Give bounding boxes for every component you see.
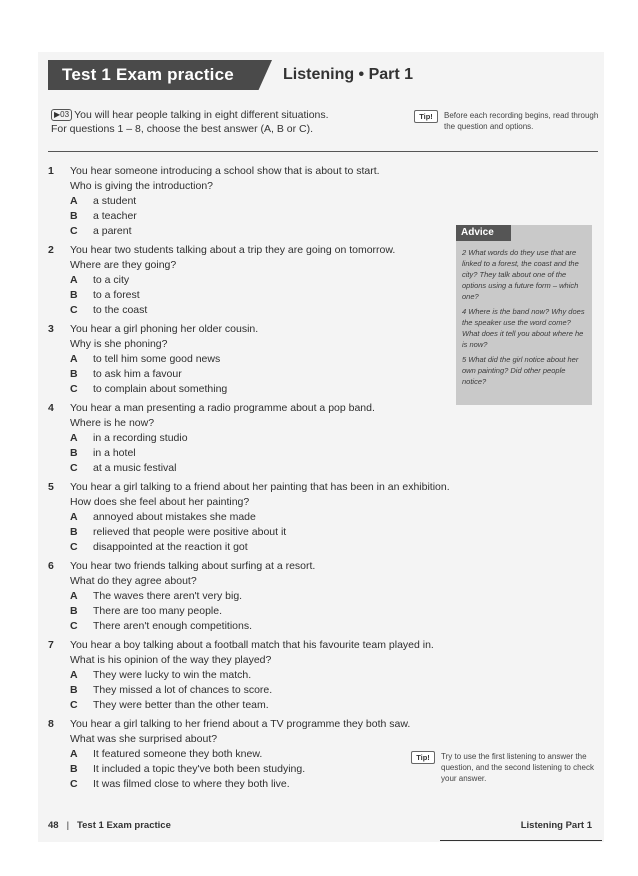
question-stem: Why is she phoning? <box>70 338 168 350</box>
answer-option[interactable] <box>48 288 468 303</box>
advice-box <box>456 225 592 405</box>
option-text: to complain about something <box>93 383 228 395</box>
question-number: 7 <box>48 639 54 651</box>
question-stem-row <box>48 164 468 179</box>
question-stem-row <box>48 638 468 653</box>
option-letter: C <box>70 225 78 237</box>
instructions-line-1: You will hear people talking in eight different situations. <box>74 109 329 121</box>
advice-body <box>462 247 588 391</box>
option-letter: C <box>70 541 78 553</box>
option-text: The waves there aren't very big. <box>93 590 243 602</box>
answer-option[interactable] <box>48 303 468 318</box>
question-stem-row <box>48 717 468 732</box>
tip-tag: Tip! <box>411 751 435 764</box>
question-stem: Where is he now? <box>70 417 155 429</box>
option-letter: A <box>70 274 78 286</box>
option-letter: A <box>70 353 78 365</box>
option-text: It was filmed close to where they both live. <box>93 778 290 790</box>
question-stem: You hear someone introducing a school show that is about to start. <box>70 165 380 177</box>
option-letter: B <box>70 763 78 775</box>
option-letter: B <box>70 605 78 617</box>
option-letter: A <box>70 748 78 760</box>
question-stem-row <box>48 322 468 337</box>
option-text: They were better than the other team. <box>93 699 269 711</box>
option-text: disappointed at the reaction it got <box>93 541 248 553</box>
answer-option[interactable] <box>48 698 468 713</box>
question-number: 8 <box>48 718 54 730</box>
option-text: at a music festival <box>93 462 177 474</box>
question-stem-row <box>48 559 468 574</box>
divider <box>48 151 598 152</box>
question-stem: You hear two friends talking about surfing at a resort. <box>70 560 316 572</box>
tip-tag: Tip! <box>414 110 438 123</box>
answer-option[interactable] <box>48 589 468 604</box>
option-text: to ask him a favour <box>93 368 182 380</box>
option-text: to a city <box>93 274 130 286</box>
section-title: Listening • Part 1 <box>283 66 414 83</box>
option-letter: A <box>70 511 78 523</box>
option-letter: B <box>70 210 78 222</box>
question-stem: You hear a girl talking to her friend about a TV programme they both saw. <box>70 718 411 730</box>
question-stem: You hear two students talking about a trip they are going on tomorrow. <box>70 244 396 256</box>
option-letter: A <box>70 432 78 444</box>
footer-label: Test 1 Exam practice <box>77 820 171 831</box>
option-text: It featured someone they both knew. <box>93 748 263 760</box>
question-number: 5 <box>48 481 54 493</box>
answer-option[interactable] <box>48 525 468 540</box>
answer-option[interactable] <box>48 194 468 209</box>
answer-option[interactable] <box>48 367 468 382</box>
option-text: to a forest <box>93 289 140 301</box>
instructions-line-2: For questions 1 – 8, choose the best answer (A, B or C). <box>51 123 314 135</box>
question-stem-row <box>48 495 468 510</box>
question-number: 4 <box>48 402 54 414</box>
question-number: 3 <box>48 323 54 335</box>
question-5 <box>48 480 468 555</box>
option-text: There aren't enough competitions. <box>93 620 253 632</box>
answer-option[interactable] <box>48 762 468 777</box>
option-letter: C <box>70 620 78 632</box>
option-text: They were lucky to win the match. <box>93 669 252 681</box>
option-letter: A <box>70 669 78 681</box>
question-6 <box>48 559 468 634</box>
option-text: a student <box>93 195 137 207</box>
question-stem-row <box>48 416 468 431</box>
question-stem: What do they agree about? <box>70 575 197 587</box>
option-letter: B <box>70 447 78 459</box>
answer-option[interactable] <box>48 446 468 461</box>
option-letter: C <box>70 699 78 711</box>
answer-option[interactable] <box>48 209 468 224</box>
answer-option[interactable] <box>48 540 468 555</box>
question-stem: You hear a boy talking about a football match that his favourite team played in. <box>70 639 434 651</box>
option-text: in a hotel <box>93 447 136 459</box>
question-1 <box>48 164 468 239</box>
question-stem: How does she feel about her painting? <box>70 496 250 508</box>
option-text: It included a topic they've both been studying. <box>93 763 306 775</box>
answer-option[interactable] <box>48 461 468 476</box>
option-letter: B <box>70 684 78 696</box>
advice-item: 4 Where is the band now? Why does the speaker use the word come? What does it tell you about where he is now? <box>462 307 585 349</box>
question-stem-row <box>48 258 468 273</box>
option-letter: C <box>70 462 78 474</box>
advice-heading: Advice <box>456 225 511 241</box>
option-text: relieved that people were positive about it <box>93 526 287 538</box>
question-stem: You hear a man presenting a radio programme about a pop band. <box>70 402 375 414</box>
option-text: There are too many people. <box>93 605 222 617</box>
option-text: a teacher <box>93 210 137 222</box>
option-text: to tell him some good news <box>93 353 221 365</box>
answer-option[interactable] <box>48 668 468 683</box>
answer-option[interactable] <box>48 683 468 698</box>
option-letter: A <box>70 195 78 207</box>
answer-option[interactable] <box>48 777 468 792</box>
question-stem-row <box>48 243 468 258</box>
option-text: in a recording studio <box>93 432 188 444</box>
question-number: 6 <box>48 560 54 572</box>
advice-item: 2 What words do they use that are linked to a forest, the coast and the city? They talk about one of the options using a future form – which one? <box>462 248 579 301</box>
answer-option[interactable] <box>48 224 468 239</box>
answer-option[interactable] <box>48 747 468 762</box>
question-number: 1 <box>48 165 54 177</box>
option-letter: B <box>70 368 78 380</box>
answer-option[interactable] <box>48 273 468 288</box>
option-text: to the coast <box>93 304 148 316</box>
question-stem-row <box>48 337 468 352</box>
audio-track-icon: ▶03 <box>51 109 72 121</box>
answer-option[interactable] <box>48 619 468 634</box>
option-text: They missed a lot of chances to score. <box>93 684 273 696</box>
question-stem-row <box>48 179 468 194</box>
question-number: 2 <box>48 244 54 256</box>
option-letter: C <box>70 778 78 790</box>
option-letter: C <box>70 304 78 316</box>
instructions <box>51 108 329 136</box>
tip-text: Before each recording begins, read through the question and options. <box>444 111 599 131</box>
option-text: annoyed about mistakes she made <box>93 511 256 523</box>
question-stem-row <box>48 574 468 589</box>
question-8 <box>48 717 468 792</box>
answer-option[interactable] <box>48 431 468 446</box>
tip-text: Try to use the first listening to answer the question, and the second listening to check your answer. <box>441 752 594 783</box>
question-stem: Who is giving the introduction? <box>70 180 213 192</box>
page-title: Test 1 Exam practice <box>62 65 234 84</box>
option-letter: B <box>70 289 78 301</box>
answer-option[interactable] <box>48 352 468 367</box>
answer-option[interactable] <box>48 382 468 397</box>
advice-item: 5 What did the girl notice about her own painting? Did other people notice? <box>462 355 579 386</box>
page-number: 48 <box>48 820 59 831</box>
option-letter: A <box>70 590 78 602</box>
question-stem: Where are they going? <box>70 259 177 271</box>
question-stem: What is his opinion of the way they played? <box>70 654 272 666</box>
footer-right: Listening Part 1 <box>520 820 592 831</box>
question-stem-row <box>48 480 468 495</box>
question-2 <box>48 243 468 318</box>
question-list <box>48 164 468 796</box>
option-letter: B <box>70 526 78 538</box>
question-stem-row <box>48 732 468 747</box>
footer-left: 48 | Test 1 Exam practice <box>48 820 171 831</box>
question-stem-row <box>48 653 468 668</box>
question-stem-row <box>48 401 468 416</box>
question-7 <box>48 638 468 713</box>
option-letter: C <box>70 383 78 395</box>
question-stem: What was she surprised about? <box>70 733 218 745</box>
question-4 <box>48 401 468 476</box>
answer-option[interactable] <box>48 604 468 619</box>
question-3 <box>48 322 468 397</box>
question-stem: You hear a girl phoning her older cousin. <box>70 323 259 335</box>
option-text: a parent <box>93 225 132 237</box>
answer-option[interactable] <box>48 510 468 525</box>
question-stem: You hear a girl talking to a friend about her painting that has been in an exhibition. <box>70 481 450 493</box>
footer-rule <box>440 840 602 841</box>
